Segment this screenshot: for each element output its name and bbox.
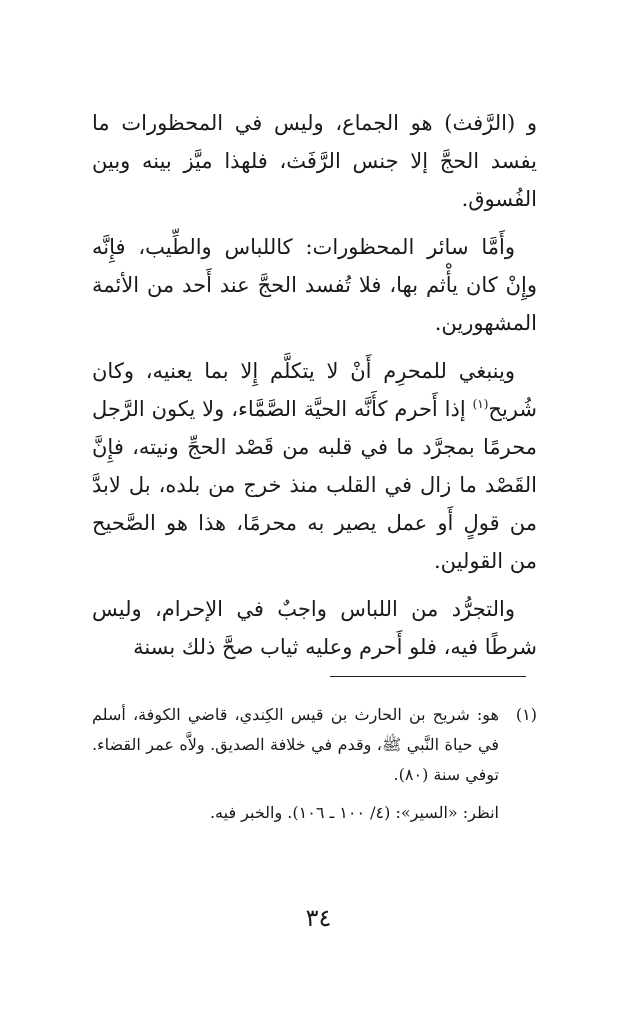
paragraph-rafath bbox=[92, 104, 537, 218]
footnote-separator bbox=[330, 676, 526, 677]
footnote-source: انظر: «السير»: (٤/ ١٠٠ ـ ١٠٦). والخبر فيه. bbox=[209, 803, 499, 822]
footnotes-section bbox=[92, 700, 537, 828]
paragraph-text: و (الرَّفث) هو الجماع، وليس في المحظورات ما يفسد الحجَّ إلا جنس الرَّفَث، فلهذا ميَّز بينه وبين الفُسوق. bbox=[92, 111, 537, 211]
paragraph-tajarrud bbox=[92, 590, 537, 666]
paragraph-other-prohibitions bbox=[92, 228, 537, 342]
footnote-text: هو: شريح بن الحارث بن قيس الكِندي، قاضي الكوفة، أسلم في حياة النَّبي ﷺ، وقدم في خلافة الصديق. ولاَّه عمر القضاء. توفي سنة (٨٠). bbox=[92, 705, 499, 784]
footnote-number: (١) bbox=[515, 705, 537, 724]
footnote-reference[interactable]: (١) bbox=[472, 397, 489, 411]
paragraph-text: وينبغي للمحرِم أَنْ لا يتكلَّم إِلا بما يعنيه، وكان شُريح bbox=[92, 359, 537, 421]
paragraph-text: وأَمَّا سائر المحظورات: كاللباس والطِّيب، فإِنَّه وإِنْ كان يأْثم بها، فلا تُفسد الحجَّ عند أَحد من الأئمة المشهورين. bbox=[92, 235, 537, 335]
footnote-item bbox=[92, 700, 537, 790]
paragraph-text-continued: إذا أَحرم كأَنَّه الحيَّة الصَّمَّاء، ولا يكون الرَّجل محرمًا بمجرَّد ما في قلبه من قَصْد الحجِّ ونيته، فإِنَّ القَصْد ما زال في القلب منذ خرج من بلده، بل لابدَّ من قولٍ أَو عمل يصير به محرمًا، هذا هو الصَّحيح من القولين. bbox=[92, 397, 537, 573]
paragraph-text: والتجرُّد من اللباس واجبٌ في الإحرام، وليس شرطًا فيه، فلو أَحرم وعليه ثياب صحَّ ذلك بسنة bbox=[92, 597, 537, 659]
page-number: ٣٤ bbox=[305, 904, 332, 932]
main-text bbox=[92, 104, 537, 676]
paragraph-ihram-speech bbox=[92, 352, 537, 580]
